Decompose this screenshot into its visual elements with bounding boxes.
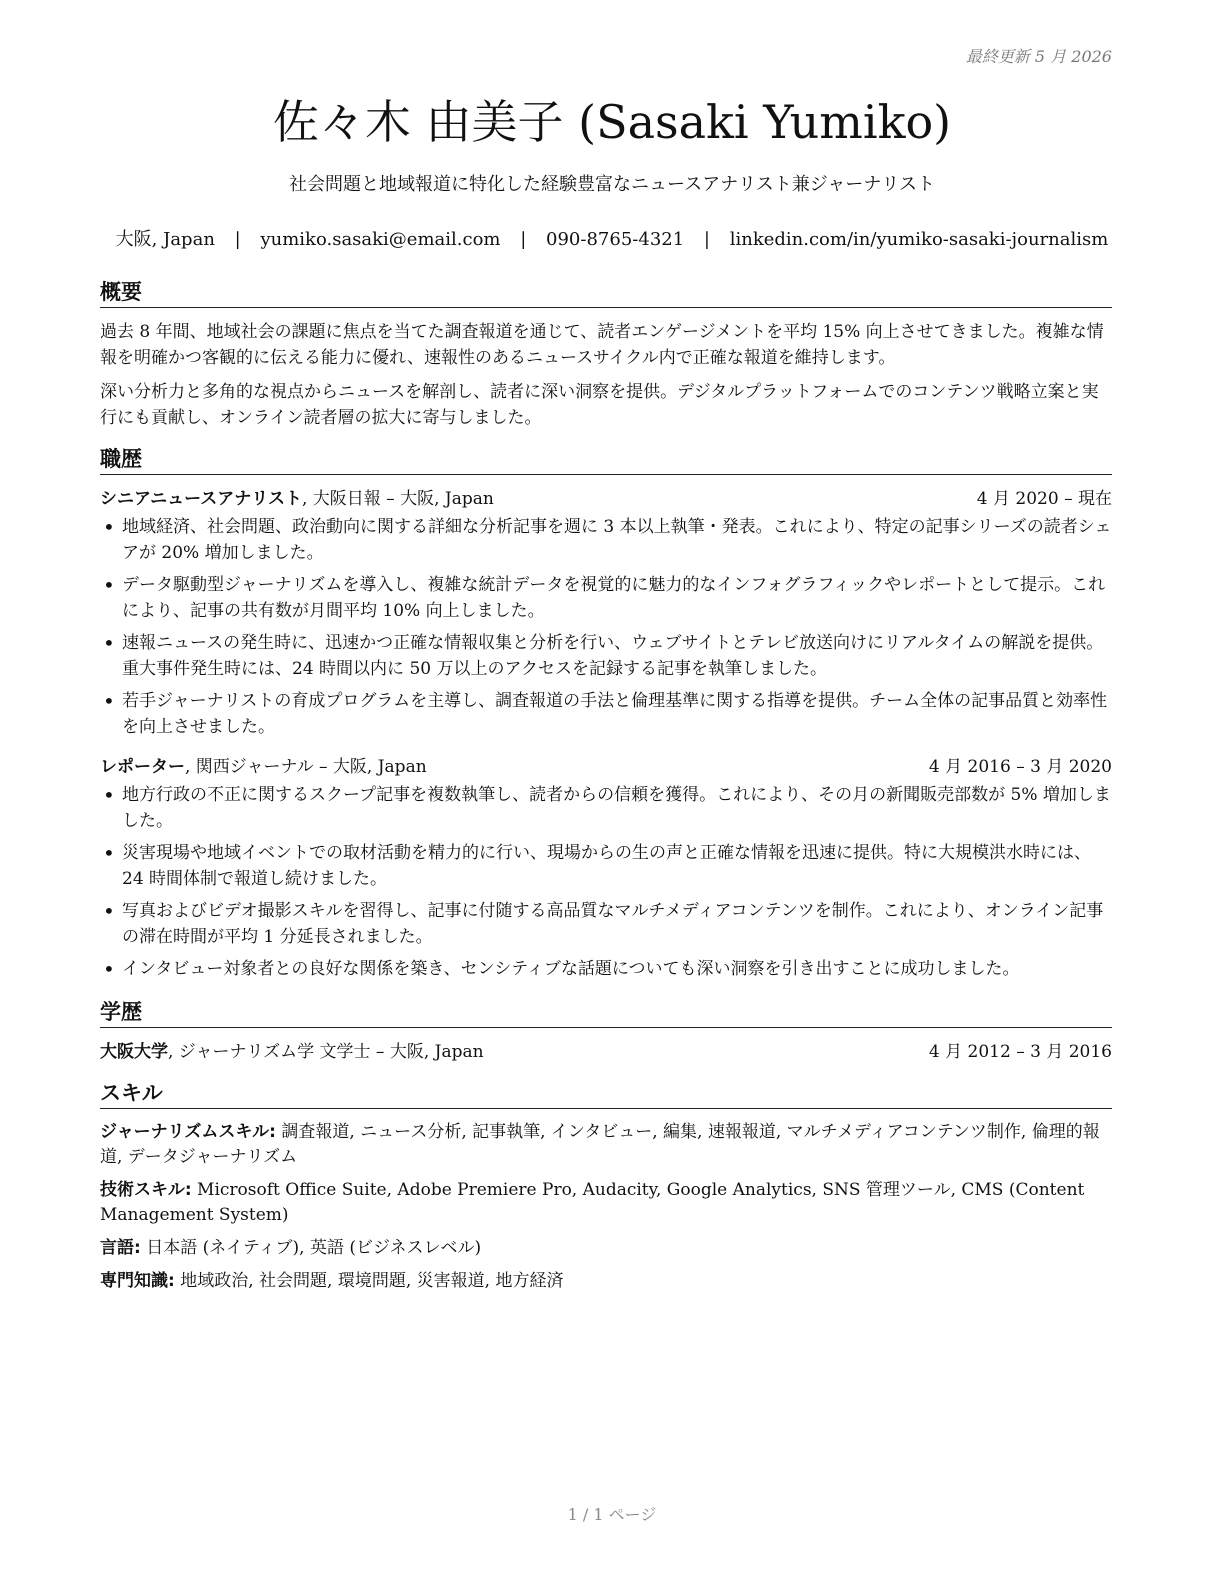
job-title-line: [100, 486, 494, 512]
job-bullets: [100, 514, 1112, 740]
summary-paragraph: 深い分析力と多角的な視点からニュースを解剖し、読者に深い洞察を提供。デジタルプラットフォームでのコンテンツ戦略立案と実行にも貢献し、オンライン読者層の拡大に寄与しました。: [100, 382, 1099, 428]
job-bullet: • 地方行政の不正に関するスクープ記事を複数執筆し、読者からの信頼を獲得。これにより、その月の新聞販売部数が 5% 増加しました。: [100, 782, 1112, 834]
candidate-name: 佐々木 由美子 (Sasaki Yumiko): [272, 95, 952, 149]
section-title-education: 学歴: [100, 996, 1112, 1028]
skill-label: 技術スキル:: [100, 1180, 192, 1200]
job-bullet: • 写真およびビデオ撮影スキルを習得し、記事に付随する高品質なマルチメディアコンテンツを制作。これにより、オンライン記事の滞在時間が平均 1 分延長されました。: [100, 898, 1112, 950]
job-header: [100, 754, 1112, 780]
job-bullet: • 災害現場や地域イベントでの取材活動を精力的に行い、現場からの生の声と正確な情報を迅速に提供。特に大規模洪水時には、24 時間体制で報道し続けました。: [100, 840, 1112, 892]
skill-value: Microsoft Office Suite, Adobe Premiere Pro, Audacity, Google Analytics, SNS 管理ツール, CMS (Content Management System): [100, 1180, 1085, 1225]
contact-separator: |: [520, 229, 527, 250]
skill-label: 専門知識:: [100, 1271, 175, 1291]
education-detail: , ジャーナリズム学 文学士 – 大阪, Japan: [168, 1042, 484, 1062]
education-line: [100, 1039, 484, 1065]
job-bullet: • 地域経済、社会問題、政治動向に関する詳細な分析記事を週に 3 本以上執筆・発表。これにより、特定の記事シリーズの読者シェアが 20% 増加しました。: [100, 514, 1112, 566]
contact-separator: |: [703, 229, 710, 250]
job-bullet: • 若手ジャーナリストの育成プログラムを主導し、調査報道の手法と倫理基準に関する指導を提供。チーム全体の記事品質と効率性を向上させました。: [100, 688, 1112, 740]
tagline: 社会問題と地域報道に特化した経験豊富なニュースアナリスト兼ジャーナリスト: [288, 174, 936, 195]
job-org: , 大阪日報 – 大阪, Japan: [301, 489, 494, 509]
section-title-experience: 職歴: [100, 443, 1112, 475]
contact-phone: 090-8765-4321: [546, 229, 685, 250]
skill-label: ジャーナリズムスキル:: [100, 1122, 276, 1142]
skill-row: [100, 1236, 1112, 1261]
last-updated: 最終更新 5 月 2026: [965, 47, 1112, 66]
job-dates: 4 月 2020 – 現在: [976, 489, 1112, 509]
job-entry: [100, 754, 1112, 982]
job-title-line: [100, 754, 427, 780]
job-dates: 4 月 2016 – 3 月 2020: [928, 757, 1112, 777]
job-entry: [100, 486, 1112, 740]
skill-value: 日本語 (ネイティブ), 英語 (ビジネスレベル): [140, 1238, 482, 1258]
job-org: , 関西ジャーナル – 大阪, Japan: [185, 757, 427, 777]
skill-row: [100, 1178, 1112, 1228]
skill-label: 言語:: [100, 1238, 141, 1258]
summary-paragraph: 過去 8 年間、地域社会の課題に焦点を当てた調査報道を通じて、読者エンゲージメントを平均 15% 向上させてきました。複雑な情報を明確かつ客観的に伝える能力に優れ、速報性のあるニュースサイクル内で正確な報道を維持します。: [100, 322, 1104, 368]
skill-value: 調査報道, ニュース分析, 記事執筆, インタビュー, 編集, 速報報道, マルチメディアコンテンツ制作, 倫理的報道, データジャーナリズム: [100, 1122, 1100, 1167]
education-dates: 4 月 2012 – 3 月 2016: [928, 1042, 1112, 1062]
job-bullet: • データ駆動型ジャーナリズムを導入し、複雑な統計データを視覚的に魅力的なインフォグラフィックやレポートとして提示。これにより、記事の共有数が月間平均 10% 向上しました。: [100, 572, 1112, 624]
contact-separator: |: [234, 229, 241, 250]
section-title-summary: 概要: [100, 276, 1112, 308]
resume-content: [100, 276, 1112, 1306]
job-role: シニアニュースアナリスト: [100, 489, 302, 509]
summary-section: [100, 276, 1112, 431]
job-header: [100, 486, 1112, 512]
skill-value: 地域政治, 社会問題, 環境問題, 災害報道, 地方経済: [174, 1271, 564, 1291]
skill-row: [100, 1269, 1112, 1294]
contact-linkedin[interactable]: linkedin.com/in/yumiko-sasaki-journalism: [729, 229, 1109, 250]
job-role: レポーター: [100, 757, 185, 777]
page-number: 1 / 1 ページ: [567, 1505, 657, 1524]
contact-email[interactable]: yumiko.sasaki@email.com: [260, 229, 501, 250]
education-entry: [100, 1039, 1112, 1065]
skill-row: [100, 1120, 1112, 1170]
skills-section: [100, 1077, 1112, 1294]
section-title-skills: スキル: [100, 1077, 1112, 1109]
contact-location: 大阪, Japan: [115, 229, 215, 250]
job-bullets: [100, 782, 1112, 982]
experience-section: [100, 443, 1112, 982]
education-section: [100, 996, 1112, 1065]
job-bullet: • 速報ニュースの発生時に、迅速かつ正確な情報収集と分析を行い、ウェブサイトとテレビ放送向けにリアルタイムの解説を提供。重大事件発生時には、24 時間以内に 50 万以上のアクセスを記録する記事を執筆しました。: [100, 630, 1112, 682]
school-name: 大阪大学: [100, 1042, 168, 1062]
contact-line: [0, 225, 1224, 251]
job-bullet: • インタビュー対象者との良好な関係を築き、センシティブな話題についても深い洞察を引き出すことに成功しました。: [100, 956, 1112, 982]
